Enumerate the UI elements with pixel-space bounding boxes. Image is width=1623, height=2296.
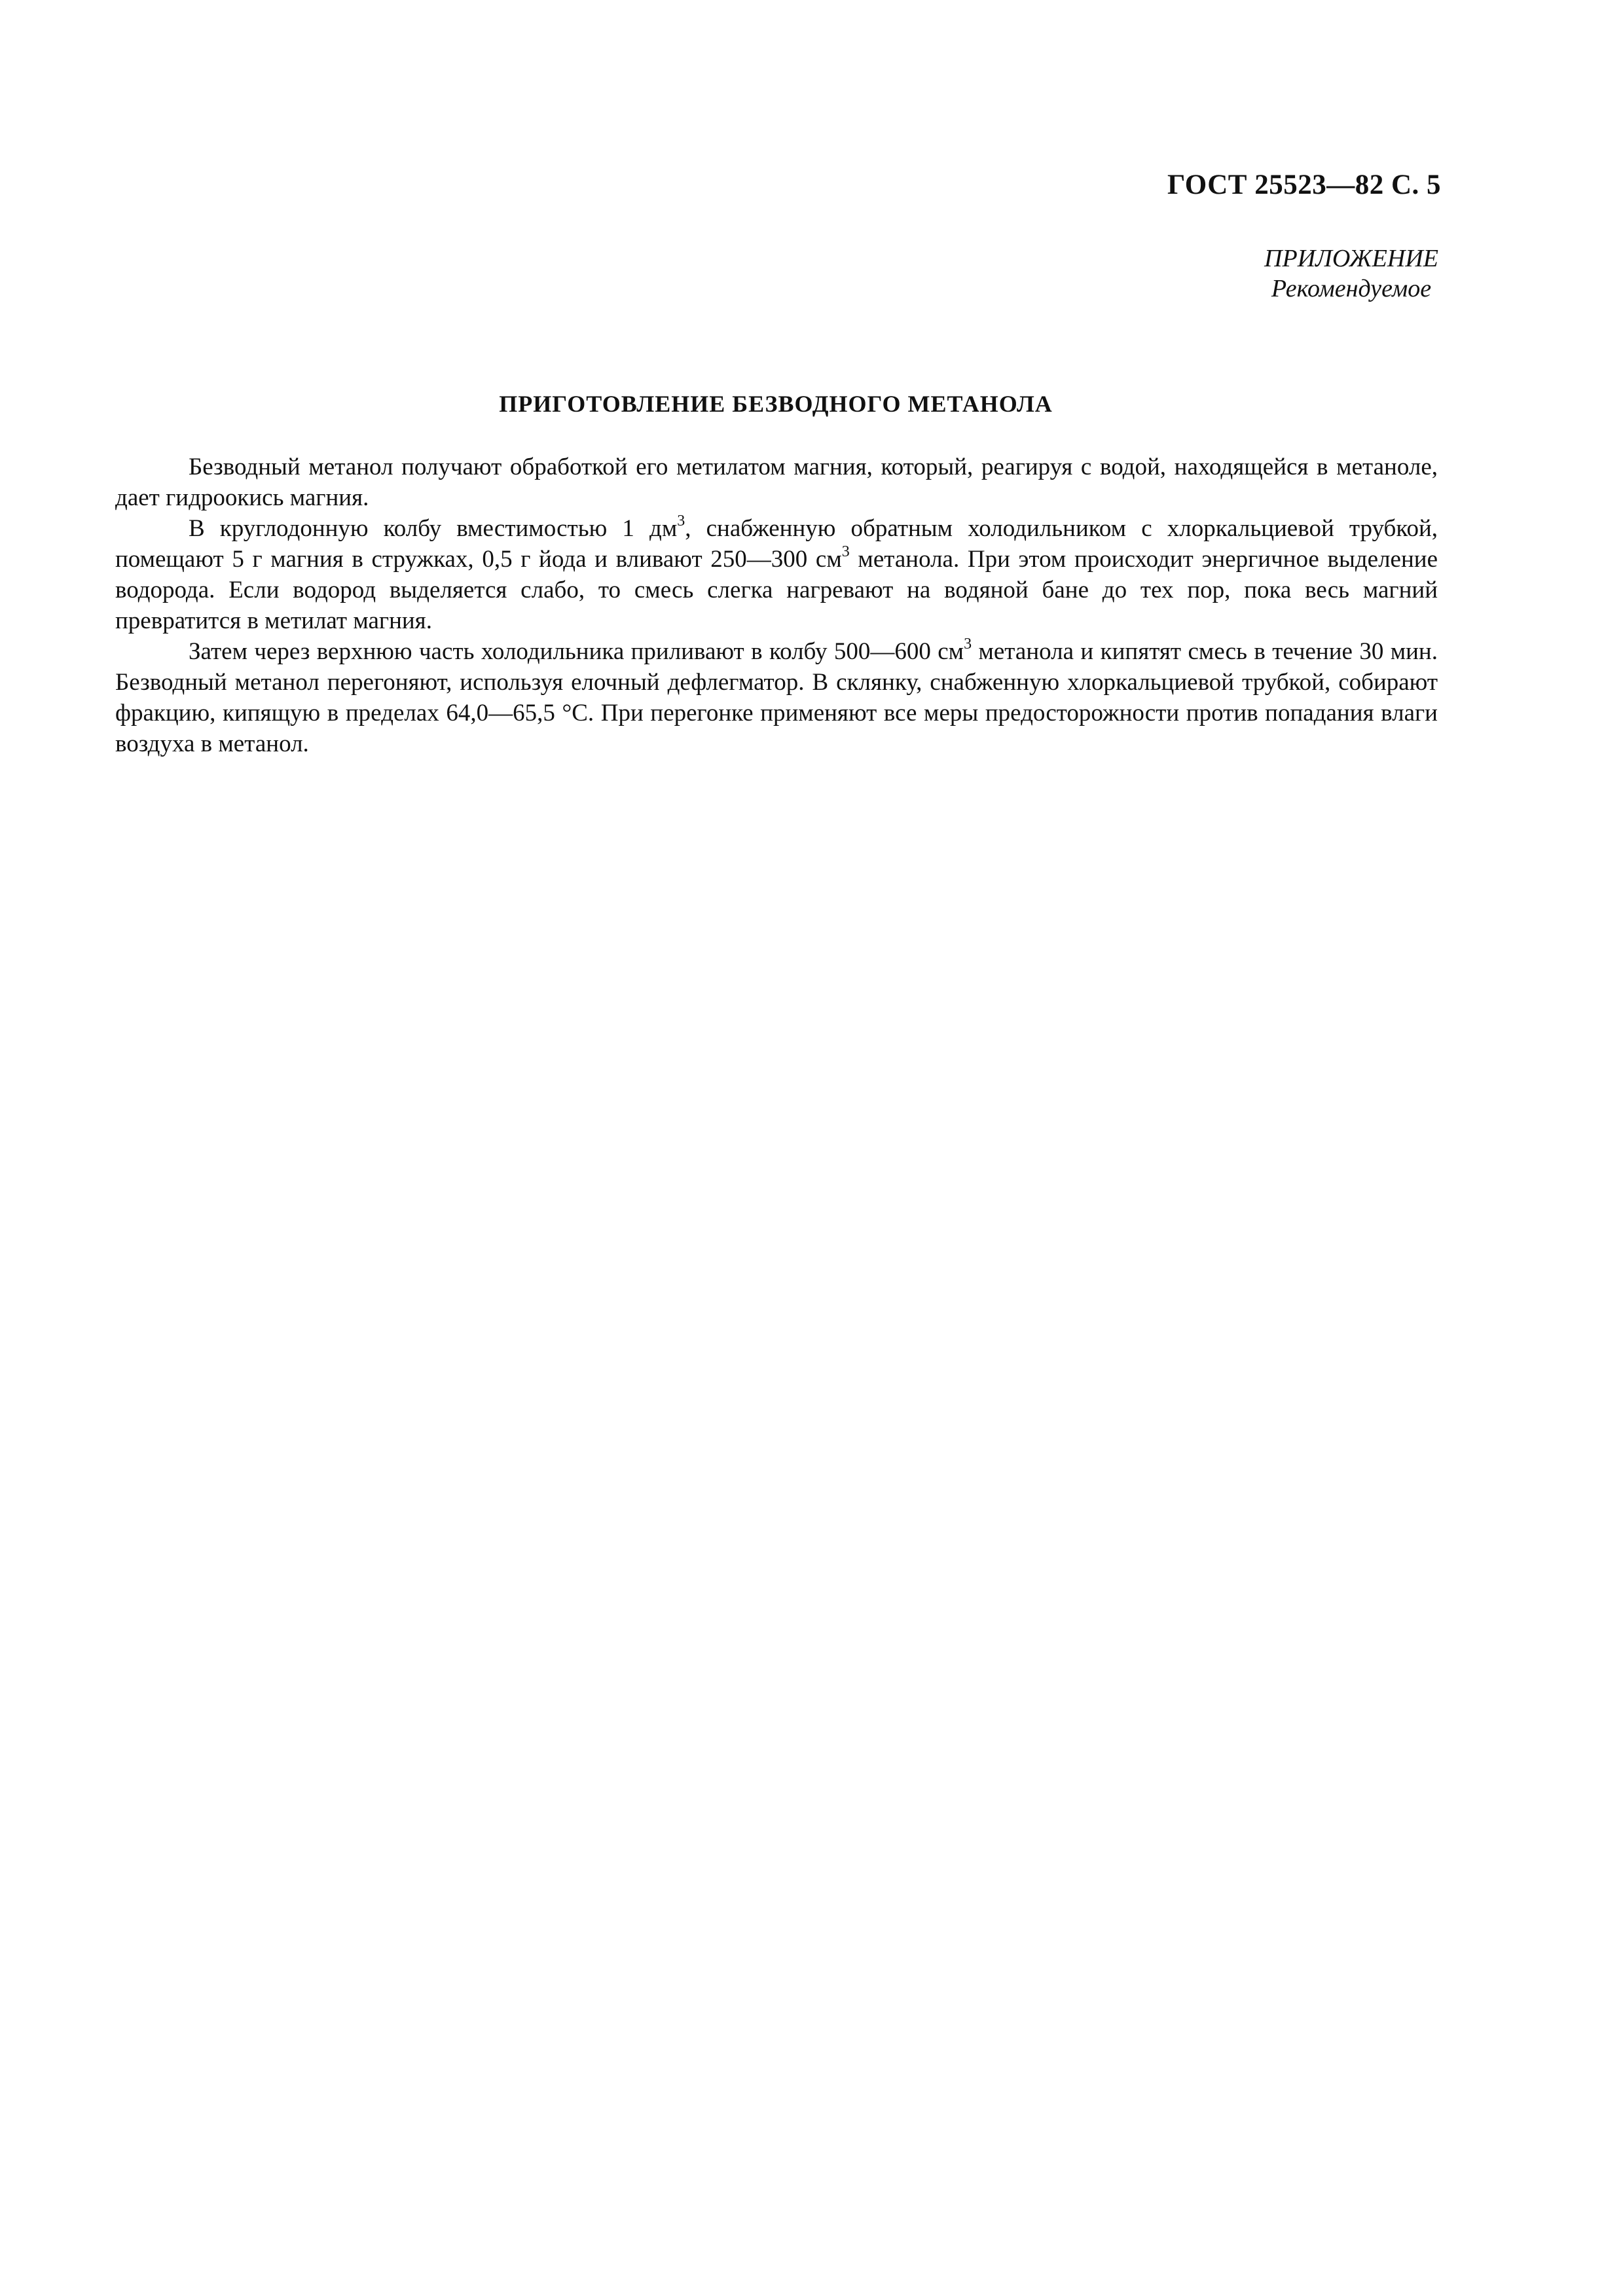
superscript: 3 (677, 512, 685, 529)
superscript: 3 (964, 636, 972, 653)
appendix-status: Рекомендуемое (1271, 275, 1432, 302)
paragraph-3-text-a: Затем через верхнюю часть холодильника приливают в колбу 500—600 см (189, 638, 964, 665)
paragraph-2 (115, 513, 1438, 636)
document-body (115, 452, 1438, 759)
paragraph-3 (115, 636, 1438, 759)
appendix-label-block (1264, 243, 1438, 304)
appendix-label: ПРИЛОЖЕНИЕ (1264, 245, 1438, 272)
paragraph-3-text-b: метанола и кипятят смесь в течение 30 мин. Безводный метанол перегоняют, используя елочный дефлегматор. В склянку, снабженную хлоркальциевой трубкой, собирают фракцию, кипящую в пределах 64,0—65,5 °С. При перегонке применяют все меры предосторожности против попадания влаги воздуха в метанол. (115, 638, 1438, 757)
paragraph-1 (115, 452, 1438, 513)
section-title: ПРИГОТОВЛЕНИЕ БЕЗВОДНОГО МЕТАНОЛА (499, 391, 1053, 417)
superscript: 3 (841, 543, 850, 560)
paragraph-2-text-c: метанола. При этом происходит энергичное выделение водорода. Если водород выделяется слабо, то смесь слегка нагревают на водяной бане до тех пор, пока весь магний превратится в метилат магния. (115, 546, 1438, 634)
paragraph-2-text-a: В круглодонную колбу вместимостью 1 дм (189, 515, 678, 542)
paragraph-2-text-b: , снабженную обратным холодильником с хлоркальциевой трубкой, помещают 5 г магния в стружках, 0,5 г йода и вливают 250—300 см (115, 515, 1438, 573)
document-header: ГОСТ 25523—82 С. 5 (1167, 170, 1441, 200)
paragraph-1-text: Безводный метанол получают обработкой его метилатом магния, который, реагируя с водой, находящейся в метаноле, дает гидроокись магния. (115, 454, 1438, 511)
